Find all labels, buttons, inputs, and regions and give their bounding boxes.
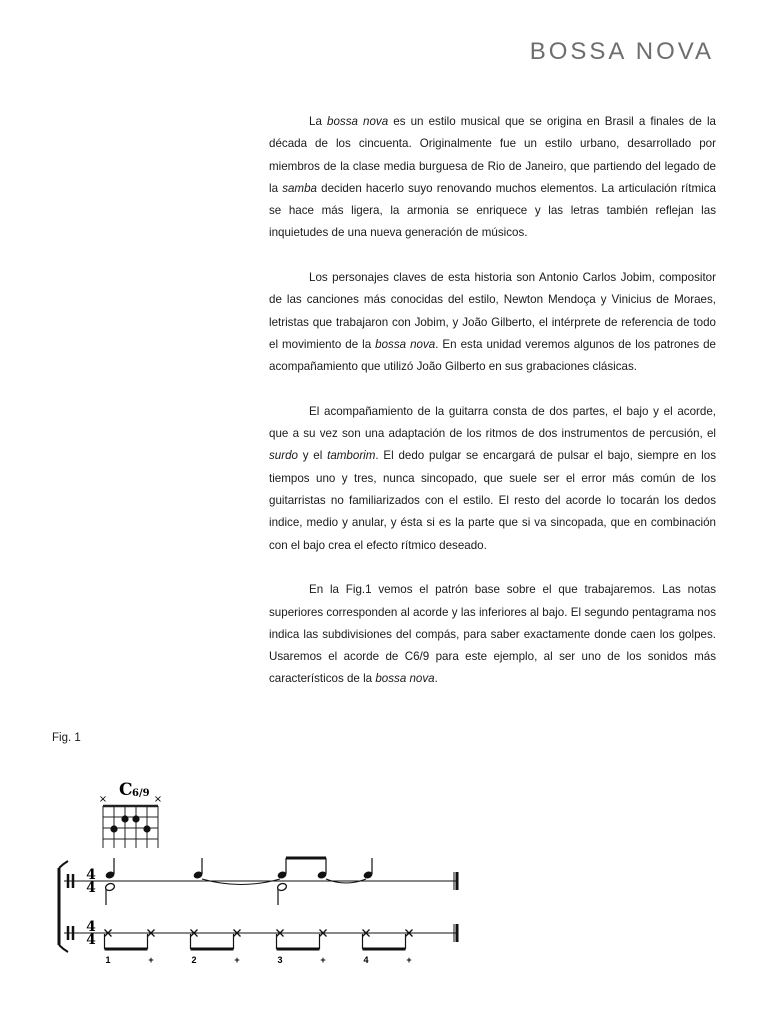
beat-count: 3 [277, 955, 283, 965]
beat-count: 1 [105, 955, 111, 965]
page-title: BOSSA NOVA [529, 38, 714, 65]
italic-term: surdo [269, 449, 299, 463]
italic-term: bossa nova [375, 337, 436, 351]
italic-term: samba [282, 181, 317, 195]
system-bracket [59, 861, 68, 952]
text-run: . En esta unidad veremos algunos de los patrones de acompañamiento que utilizó João Gilberto en sus grabaciones clásicas. [269, 337, 716, 374]
text-run: . [434, 672, 438, 686]
text-run: y el [298, 449, 328, 463]
text-run: deciden hacerlo suyo renovando muchos elementos. La articulación rítmica se hace más ligera, la armonia se enriquece y las letras también reflejan las inquietudes de una nueva generación de músicos. [269, 181, 716, 240]
finger-dot [143, 825, 150, 832]
time-signature-bottom: 4 [86, 932, 96, 948]
beat-count: + [320, 955, 326, 965]
text-run: En la Fig.1 vemos el patrón base sobre el que trabajaremos. Las notas superiores corresponden al acorde y las inferiores al bajo. El segundo pentagrama nos indica las subdivisiones del compás, para saber exactamente donde caen los golpes. Usaremos el acorde de C6/9 para este ejemplo, al ser uno de los sonidos más característicos de la [269, 583, 716, 686]
tie [202, 879, 280, 885]
text-run: La [309, 115, 327, 128]
time-signature-top: 4 [86, 867, 96, 883]
text-run: es un estilo musical que se origina en Brasil a finales de la década de los cincuenta. Originalmente fue un estilo urbano, desarrollado por miembros de la clase media burguesa de Rio de Janeiro, que partiendo del legado de la [269, 115, 716, 195]
beat-count: 4 [363, 955, 369, 965]
time-signature-top: 4 [86, 919, 96, 935]
beat-count: + [234, 955, 240, 965]
text-run: Los personajes claves de esta historia son Antonio Carlos Jobim, compositor de las canciones más conocidas del estilo, Newton Mendoça y Vinicius de Moraes, letristas que trabajaron con Jobim, y João Gilberto, el intérprete de referencia de todo el movimiento de la [269, 271, 716, 351]
italic-term: bossa nova [327, 115, 389, 128]
italic-term: bossa nova [375, 672, 435, 686]
bass-notes [105, 882, 288, 905]
time-signature-bottom: 4 [86, 880, 96, 896]
chord-diagram [99, 780, 162, 848]
beat-count: + [406, 955, 412, 965]
chord-extension: 6/9 [132, 788, 150, 799]
text-run: . El dedo pulgar se encargará de pulsar el bajo, siempre en los tiempos uno y tres, nunca sincopado, que suele ser el error más común de los guitarristas no familiarizados con el estilo. El resto del acorde lo tocarán los dedos indice, medio y anular, y ésta si es la parte que si va sincopada, que en combinación con el bajo crea el efecto rítmico deseado. [269, 449, 717, 552]
finger-dot [121, 815, 128, 822]
figure-label: Fig. 1 [52, 732, 81, 744]
subdivision-notes [105, 930, 413, 950]
staff-lower [64, 919, 457, 949]
staff-upper [64, 858, 457, 905]
finger-dot [132, 815, 139, 822]
finger-dot [110, 825, 117, 832]
muted-string-high-e: × [153, 794, 163, 805]
italic-term: tamborim [327, 449, 376, 463]
beat-count: + [148, 955, 154, 965]
text-run: El acompañamiento de la guitarra consta de dos partes, el bajo y el acorde, que a su vez son una adaptación de los ritmos de dos instrumentos de percusión, el [269, 404, 716, 441]
muted-string-low-e: × [98, 794, 108, 805]
chord-name: C [119, 780, 133, 800]
beat-counts [105, 955, 411, 965]
beat-count: 2 [191, 955, 197, 965]
